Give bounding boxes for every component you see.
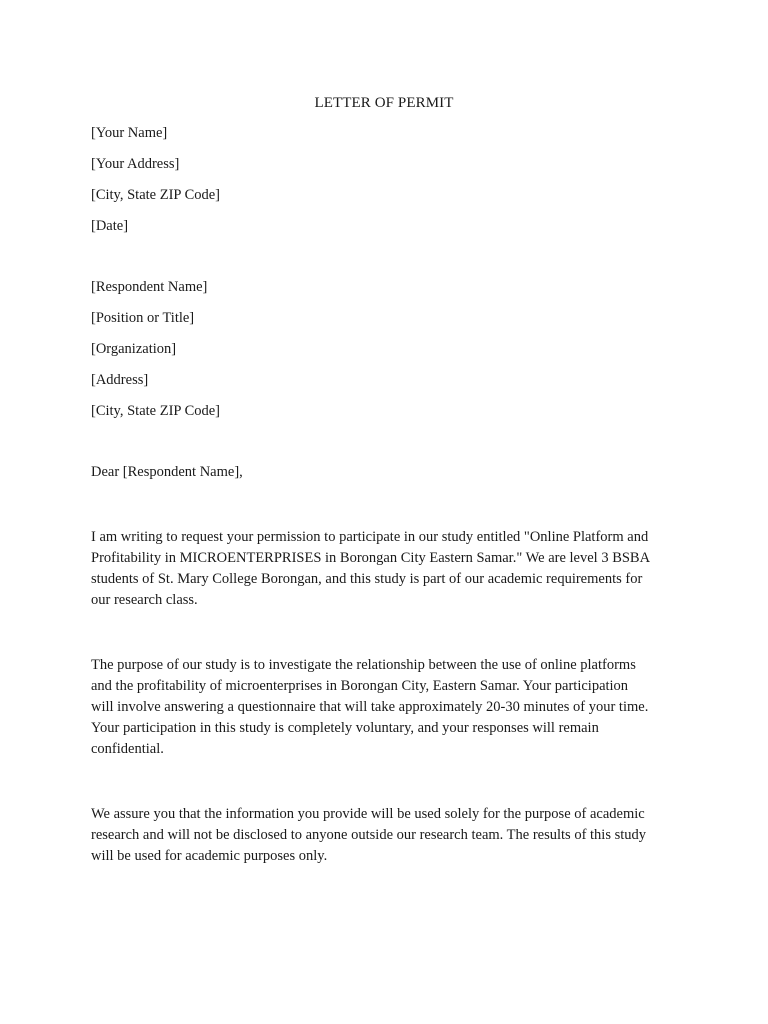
sender-name: [Your Name] bbox=[91, 125, 168, 141]
recipient-organization: [Organization] bbox=[91, 341, 177, 357]
sender-address: [Your Address] bbox=[91, 156, 180, 172]
body-paragraph-confidentiality: We assure you that the information you provide will be used solely for the purpose of academic research and will not be disclosed to anyone outside our research team. The results of this study will be used for academic purposes only. bbox=[91, 806, 647, 864]
sender-address-block bbox=[91, 118, 220, 242]
body-paragraph-purpose: The purpose of our study is to investigate the relationship between the use of online platforms and the profitability of microenterprises in Borongan City, Eastern Samar. Your participation will involve answering a questionnaire that will take approximately 20-30 minutes of your time. Your participation in this study is completely voluntary, and your responses will remain confidential. bbox=[91, 657, 649, 757]
letter-date: [Date] bbox=[91, 218, 129, 234]
recipient-address: [Address] bbox=[91, 372, 149, 388]
body-paragraph-request: I am writing to request your permission to participate in our study entitled "Online Platform and Profitability in MICROENTERPRISES in Borongan City Eastern Samar." We are level 3 BSBA students of St. Mary College Borongan, and this study is part of our academic requirements for our research class. bbox=[91, 529, 651, 608]
recipient-city-state-zip: [City, State ZIP Code] bbox=[91, 403, 221, 419]
recipient-name: [Respondent Name] bbox=[91, 279, 208, 295]
letter-title: LETTER OF PERMIT bbox=[314, 95, 454, 111]
sender-city-state-zip: [City, State ZIP Code] bbox=[91, 187, 221, 203]
recipient-address-block bbox=[91, 272, 220, 427]
salutation: Dear [Respondent Name], bbox=[91, 464, 243, 480]
recipient-position: [Position or Title] bbox=[91, 310, 195, 326]
